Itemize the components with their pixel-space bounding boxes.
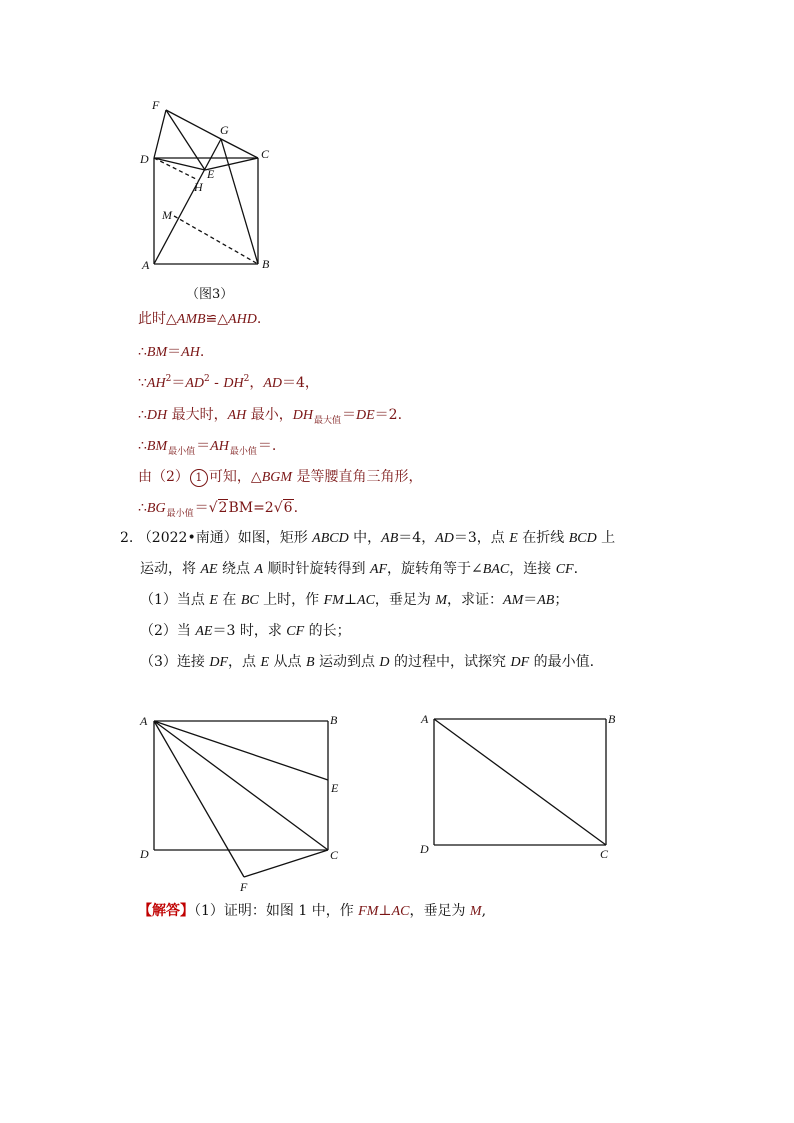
text: 绕点 — [217, 561, 255, 577]
text: 在折线 — [517, 530, 569, 546]
text: （2022•南通）如图，矩形 — [137, 530, 313, 546]
figR-label: A — [421, 712, 429, 726]
superscript: 2 — [204, 374, 210, 384]
text: AHD — [228, 312, 257, 327]
text: 中， — [348, 530, 382, 546]
figR-label: B — [608, 712, 616, 726]
proof-line-6 — [138, 467, 422, 488]
text: ，旋转角等于∠ — [387, 561, 483, 577]
text: DF — [209, 655, 229, 670]
text: 最大时， — [167, 407, 228, 423]
text: 在 — [217, 592, 241, 608]
proof-line-1 — [138, 309, 261, 330]
figR-label: C — [600, 847, 609, 861]
text: DH — [223, 376, 244, 391]
problem-2-line-1 — [120, 528, 615, 549]
text: （1）当点 — [140, 592, 210, 608]
text: AM — [503, 593, 524, 608]
text: ∵ — [138, 375, 147, 391]
circled-number: 1 — [190, 469, 208, 487]
text: DE — [355, 408, 375, 423]
text: AH — [146, 376, 166, 391]
text: ⊥ — [343, 592, 358, 608]
fig3-line-fe — [166, 110, 205, 170]
answer-line — [138, 901, 486, 922]
figL-line-fc — [244, 850, 328, 877]
text: 顺时针旋转得到 — [263, 561, 370, 577]
text: 从点 — [269, 654, 306, 670]
subscript: 最大值 — [313, 416, 341, 426]
text: FM — [323, 593, 344, 608]
text: ≌△ — [205, 311, 229, 327]
fig3-label: A — [142, 258, 150, 272]
fig3-label: F — [152, 98, 160, 112]
text: BM=2 — [228, 500, 274, 516]
text: 的过程中，试探究 — [389, 654, 511, 670]
text: AE — [200, 562, 218, 577]
text: . — [256, 311, 262, 327]
figure-left — [130, 705, 360, 900]
text: ＝. — [257, 438, 277, 454]
fig3-label: H — [194, 180, 203, 194]
text: E — [509, 531, 518, 546]
text: ，求证： — [447, 592, 504, 608]
text: 运动到点 — [314, 654, 380, 670]
figL-label: C — [330, 848, 339, 862]
figL-line-af — [154, 721, 244, 877]
text: FM — [358, 904, 379, 919]
text: ， — [249, 375, 264, 391]
text: 最小， — [246, 407, 293, 423]
text: 上 — [596, 530, 616, 546]
fig3-line-de — [154, 158, 205, 170]
text: ＝3 时，求 — [212, 623, 287, 639]
figL-line-ae — [154, 721, 328, 780]
text: AB — [537, 593, 555, 608]
fig3-label: B — [262, 257, 270, 271]
text: ＝3，点 — [453, 530, 510, 546]
text: ，点 — [228, 654, 261, 670]
figL-label: A — [140, 714, 148, 728]
figL-label: E — [331, 781, 339, 795]
text: ∴ — [138, 344, 147, 360]
text: ＝ — [523, 592, 538, 608]
text: AE — [195, 624, 213, 639]
problem-2-q1 — [140, 590, 568, 611]
text: M — [469, 904, 482, 919]
text: AF — [369, 562, 388, 577]
text: D — [379, 655, 390, 670]
text: BGM — [261, 470, 293, 485]
text: BC — [240, 593, 259, 608]
text: B — [305, 655, 315, 670]
text: AH — [227, 408, 247, 423]
figR-label: D — [420, 842, 429, 856]
fig3-label: E — [207, 167, 215, 181]
figure-right-svg — [410, 705, 630, 870]
figL-line-ac — [154, 721, 328, 850]
superscript: 2 — [165, 374, 172, 384]
text: （3）连接 — [140, 654, 210, 670]
subscript: 最小值 — [229, 447, 257, 457]
text: AH — [210, 439, 229, 454]
text: ＝ — [194, 500, 209, 516]
figure-left-svg — [130, 705, 360, 900]
fig3-line-fd — [154, 110, 166, 158]
figure-3-svg — [130, 96, 290, 296]
text: ＝4， — [398, 530, 436, 546]
text: ＝2. — [374, 407, 403, 423]
text: AB — [381, 531, 399, 546]
text: （1）证明：如图 1 中，作 — [194, 903, 359, 919]
figure-3-caption: （图3） — [186, 287, 234, 302]
text: ＝ — [341, 407, 356, 423]
proof-line-7 — [138, 498, 298, 520]
text: 是等腰直角三角形， — [292, 469, 423, 485]
text: E — [209, 593, 218, 608]
proof-line-4 — [138, 405, 402, 427]
text: AC — [391, 904, 410, 919]
sqrt-sign: √ — [208, 500, 218, 516]
text: BM — [146, 439, 168, 454]
text: , — [481, 903, 487, 919]
text: ∴ — [138, 438, 147, 454]
text: A — [254, 562, 264, 577]
text: . — [199, 344, 205, 360]
text: 运动，将 — [140, 561, 201, 577]
text: AD — [185, 376, 204, 391]
text: BG — [146, 501, 166, 516]
text: ∴ — [138, 407, 147, 423]
text: 的长； — [304, 623, 351, 639]
proof-line-3 — [138, 373, 319, 395]
fig3-label: C — [261, 147, 270, 161]
problem-number: 2. — [120, 530, 134, 546]
text: M — [435, 593, 448, 608]
superscript: 2 — [243, 374, 250, 384]
fig3-label: D — [140, 152, 149, 166]
figure-3 — [130, 96, 290, 296]
text: ，垂足为 — [374, 592, 436, 608]
sqrt-sign: √ — [273, 500, 283, 516]
proof-line-2 — [138, 342, 204, 363]
text: ，连接 — [509, 561, 556, 577]
figL-label: D — [140, 847, 149, 861]
text: AD — [263, 376, 283, 391]
text: ＝ — [171, 375, 186, 391]
fig3-line-gc — [221, 139, 258, 158]
fig3-line-fg — [166, 110, 221, 139]
text: AD — [435, 531, 454, 546]
text: DF — [510, 655, 530, 670]
fig3-label: M — [162, 208, 172, 222]
sqrt-radicand: 6 — [283, 500, 293, 516]
problem-2-q2 — [140, 621, 351, 642]
subscript: 最小值 — [166, 509, 194, 519]
text: DH — [146, 408, 168, 423]
text: ＝4， — [282, 375, 319, 391]
text: BM — [146, 345, 168, 360]
text: ∴ — [138, 500, 147, 516]
problem-2-line-2 — [140, 559, 578, 580]
fig3-label: G — [220, 123, 229, 137]
text: BCD — [568, 531, 597, 546]
text: 可知，△ — [208, 469, 262, 485]
text: ABCD — [312, 531, 349, 546]
text: AMB — [176, 312, 206, 327]
text: . — [293, 500, 299, 516]
text: 的最小值. — [529, 654, 595, 670]
text: AH — [181, 345, 200, 360]
text: ＝ — [167, 344, 182, 360]
text: ⊥ — [378, 903, 392, 919]
text: 由（2） — [138, 469, 189, 485]
figR-line-ac — [434, 719, 606, 845]
proof-line-5 — [138, 436, 276, 458]
sqrt-radicand: 2 — [218, 500, 228, 516]
figure-right — [410, 705, 630, 870]
text: CF — [286, 624, 305, 639]
text: - — [209, 375, 224, 391]
problem-2-q3 — [140, 652, 594, 673]
text: ； — [554, 592, 569, 608]
fig3-line-dh — [154, 158, 198, 180]
text: . — [573, 561, 579, 577]
text: ，垂足为 — [409, 903, 470, 919]
figL-label: F — [240, 880, 248, 894]
text: ＝ — [196, 438, 211, 454]
text: DH — [292, 408, 313, 423]
answer-tag: 【解答】 — [138, 903, 194, 919]
text: AC — [357, 593, 375, 608]
text: 上时，作 — [258, 592, 324, 608]
figL-label: B — [330, 713, 338, 727]
text: CF — [555, 562, 574, 577]
subscript: 最小值 — [168, 447, 196, 457]
text: BAC — [482, 562, 510, 577]
text: E — [260, 655, 270, 670]
text: （2）当 — [140, 623, 196, 639]
text: 此时△ — [138, 311, 177, 327]
